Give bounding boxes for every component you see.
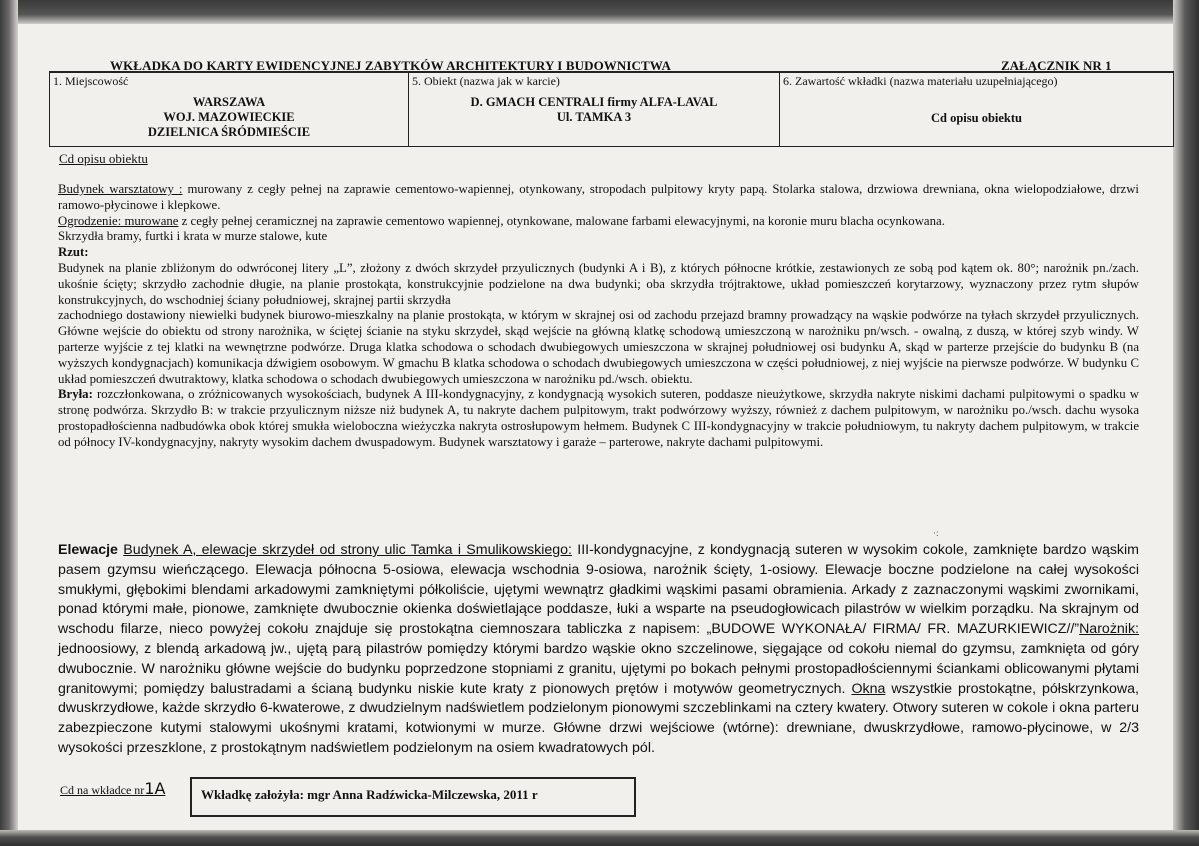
paragraph-workshop [58, 182, 1139, 214]
elevations-text-2: jednoosiowy, z blendą arkadową jw., ujętą parą pilastrów pomiędzy którymi bardzo wąskie okno szczelinowe, sięgające od cokołu niemal do gzymsu, zamknięta od góry dwubocznie. W narożniku główne wejście do budynku poprzedzone stopniami z granitu, ujętymi po bokach pełnymi prostopadłościennymi ściankami oblicowanymi płytami granitowymi; pomiędzy balustradami a ścianą budynku niskie kute kraty z pionowych prętów i motywów geometrycznych. [58, 640, 1139, 697]
description-body [58, 182, 1139, 451]
object-name: D. GMACH CENTRALI firmy ALFA-LAVAL [470, 95, 718, 109]
document-title: WKŁADKA DO KARTY EWIDENCYJNEJ ZABYTKÓW ARCHITEKTURY I BUDOWNICTWA [110, 58, 671, 73]
elevations-section [58, 541, 1139, 759]
author-box [190, 777, 636, 817]
cell-location [50, 73, 409, 147]
scan-speck: ·: [933, 528, 939, 538]
corner-label: Narożnik: [1079, 621, 1139, 638]
info-table [49, 71, 1174, 147]
continuation-note [60, 779, 165, 798]
workshop-label: Budynek warsztatowy : [58, 182, 183, 196]
bryla-text: rozczłonkowana, o zróżnicowanych wysokościach, budynek A III-kondygnacyjny, z kondygnacją wysokich suteren, poddasze nieużytkowe, skrzydła nakryte niskimi dachami pulpitowymi o spadku w stronę podwórza. Skrzydło B: w trakcie przyulicznym niższe niż budynek A, tu nakryte dachem pulpitowym, trakt podwórzowy wyższy, również z dachem pulpitowym, w narożniku po./wsch. dachu wysoka prostopadłościenna nadbudówka obok której smukła wieloboczna wieżyczka nakryta ostrosłupowym hełmem. Budynek C III-kondygnacyjny w trakcie południowym, tu nakryty dachem pulpitowym, w trakcie od północy IV-kondygnacyjny, nakryty wysokim dachem dwuspadowym. Budynek warsztatowy i garaże – parterowe, nakryte dachami pulpitowymi. [58, 387, 1139, 449]
cell-content-label: 6. Zawartość wkładki (nazwa materiału uzupełniającego) [783, 74, 1058, 88]
object-address: Ul. TAMKA 3 [556, 110, 632, 124]
bryla-label: Bryła: [58, 387, 93, 402]
continuation-number: 1A [144, 779, 166, 798]
elevations-label: Elewacje [58, 542, 118, 558]
paragraph-gates: Skrzydła bramy, furtki i krata w murze stalowe, kute [58, 229, 328, 244]
paragraph-fence [58, 214, 1139, 230]
rzut-text: Budynek na planie zbliżonym do odwróconej litery „L”, złożony z dwóch skrzydeł przyulicznych (budynki A i B), z których północne krótkie, zestawionych ze sobą pod kątem ok. 80°; narożnik pn./zach. ukośnie ścięty; skrzydło zachodnie długie, na planie prostokąta, konstrukcyjnie podzielone na dwa budynki; oba skrzydła trójtraktowe, układ pomieszczeń korytarzowy, wyznaczony przez rytm słupów konstrukcyjnych, do wschodniej ściany południowej, skrajnej partii skrzydła [58, 260, 1139, 307]
paragraph-bryla [58, 387, 1139, 450]
continuation-label: Cd na wkładce nr [60, 783, 145, 797]
fence-label: Ogrodzenie: murowane [58, 213, 179, 228]
elevations-text-1: III-kondygnacyjne, z kondygnacją suteren w wysokim cokole, zamknięte bardzo wąskim pasem gzymsu wieńczącego. Elewacja północna 5-osiowa, elewacja wschodnia 9-osiowa, narożnik ścięty, 1-osiowy. Elewacje boczne podzielone na całej wysokości smukłymi, głębokimi blendami arkadowymi zamkniętymi półkoliście, ujętymi wewnątrz gładkimi wąskimi pasami obramienia. Arkady z zaznaczonymi wąskimi zwornikami, ponad którymi małe, pionowe, zamknięte dwubocznie okienka doświetlające poddasze, łuki a wsparte na pseudogłowicach pilastrów w wielkim porządku. Na skrajnym od wschodu filarze, nieco powyżej cokołu znajduje się prostokątna ciemnoszara tabliczka z napisem: „BUDOWE WYKONAŁA/ FIRMA/ FR. MAZURKIEWICZ//” [58, 542, 1139, 638]
cell-location-label: 1. Miejscowość [53, 74, 129, 88]
attachment-number: ZAŁĄCZNIK NR 1 [1001, 58, 1112, 73]
scan-edge-top [0, 0, 1199, 24]
location-voivodeship: WOJ. MAZOWIECKIE [163, 110, 295, 124]
cell-content [780, 73, 1173, 147]
scan-edge-bottom [0, 830, 1199, 846]
cell-object [409, 73, 780, 147]
elevations-sublabel: Budynek A, elewacje skrzydeł od strony ulic Tamka i Smulikowskiego: [123, 542, 572, 558]
author-text: Wkładkę założyła: mgr Anna Radźwicka-Milczewska, 2011 r [201, 787, 538, 802]
content-value: Cd opisu obiektu [930, 111, 1022, 125]
workshop-text: murowany z cegły pełnej na zaprawie cementowo-wapiennej, otynkowany, stropodach pulpitowy kryty papą. Stolarka stalowa, drzwiowa drewniana, okna wielopodziałowe, drzwi ramowo-płycinowe i klepkowe. [58, 182, 1139, 212]
elevations-text-3: wszystkie prostokątne, półskrzynkowa, dwuskrzydłowe, każde skrzydło 6-kwaterowe, z dwudzielnym nadświetlem podzielonym pionowymi szczeblinkami na cztery kwatery. Otwory suteren w cokole i okna parteru zabezpieczone kutymi stalowymi ukośnymi kratami, kotwionymi w murze. Główne drzwi wejściowe (wtórne): drewniane, dwuskrzydłowe, ramowo-płycinowe, w 2/3 wysokości przeszklone, z prostokątnym nadświetlem podzielonym na osiem kwadratowych pól. [58, 680, 1139, 756]
location-city: WARSZAWA [192, 95, 266, 109]
section-heading: Cd opisu obiektu [59, 151, 148, 166]
scan-edge-right [1173, 0, 1199, 846]
elevations-paragraph [58, 541, 1139, 759]
fence-text: z cegły pełnej ceramicznej na zaprawie cementowo wapiennej, otynkowane, malowane farbami elewacyjnymi, na koronie muru blacha ocynkowana. [178, 213, 945, 228]
location-district: DZIELNICA ŚRÓDMIEŚCIE [147, 125, 311, 139]
cell-object-label: 5. Obiekt (nazwa jak w karcie) [412, 74, 560, 88]
scan-edge-left [0, 0, 18, 846]
windows-label: Okna [851, 680, 886, 697]
rzut-heading: Rzut: [58, 245, 89, 260]
rzut-text-continued: zachodniego dostawiony niewielki budynek biurowo-mieszkalny na planie prostokąta, w którym w skrajnej osi od zachodu przejazd bramny prowadzący na wąskie podwórze na tyłach skrzydeł przyulicznych. Główne wejście do obiektu od strony narożnika, w ściętej ścianie na styku skrzydeł, skąd wejście na główną klatkę schodową umieszczoną w narożniku pn/wsch. - owalną, z duszą, w której szyb windy. W parterze wyjście z tej klatki na wewnętrzne podwórze. Druga klatka schodowa o schodach dwubiegowych umieszczona w skrajnej południowej osi budynku A, skąd w parterze przejście do budynku B (na wyższych kondygnacjach) komunikacja dźwigiem osobowym. W gmachu B klatka schodowa o schodach dwubiegowych umieszczona w części południowej, z niej wyjście na pierwsze podwórze. W budynku C układ pomieszczeń dwutraktowy, klatka schodowa o schodach dwubiegowych umieszczona w narożniku pd./wsch. obiektu. [58, 308, 1139, 386]
